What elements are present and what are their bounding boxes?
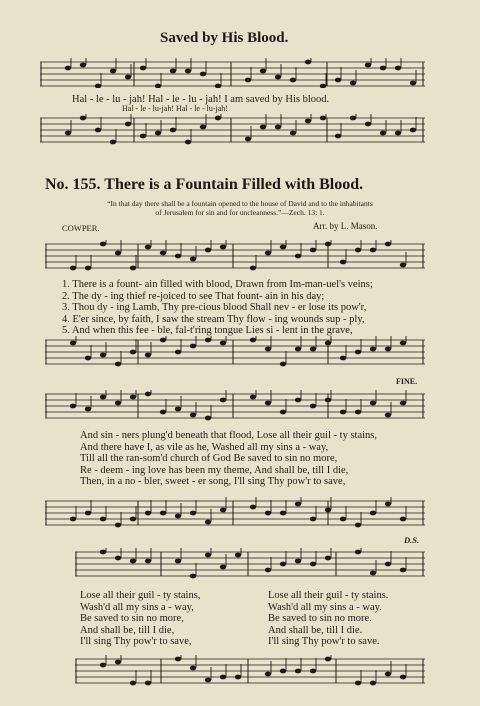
alto-lyric-line: Hal - le - lu-jah! Hal - le - lu-jah! [122,104,228,113]
note-head [250,505,256,510]
verse-line: I'll sing Thy pow'r to save. [268,636,380,647]
note-head [155,131,161,136]
epigraph-line: “In that day there shall be a fountain opened to the house of David and to the inhabitants [107,199,373,208]
note-head [365,63,371,68]
note-head [160,251,166,256]
note-head [350,81,356,86]
note-head [115,362,121,367]
note-head [145,245,151,250]
note-head [70,266,76,271]
note-head [385,242,391,247]
note-head [80,116,86,121]
note-head [305,60,311,65]
verse-block [268,590,388,648]
note-head [130,266,136,271]
note-head [325,398,331,403]
note-head [265,672,271,677]
note-head [260,125,266,130]
note-head [295,559,301,564]
note-head [160,338,166,343]
note-head [85,407,91,412]
note-head [305,119,311,124]
verse-block [80,590,200,648]
note-head [130,395,136,400]
verse-line: And shall be, till I die. [268,624,363,636]
note-head [205,520,211,525]
note-head [220,341,226,346]
note-head [340,517,346,522]
note-head [155,84,161,88]
note-head [325,508,331,513]
note-head [220,675,226,680]
note-head [115,251,121,256]
note-head [310,404,316,409]
note-head [355,350,361,355]
treble-staff [40,58,425,88]
note-head [265,511,271,516]
note-head [185,69,191,74]
note-head [245,137,251,142]
note-head [400,568,406,573]
note-head [145,392,151,397]
verse-line: Be saved to sin no more, [80,613,184,624]
note-head [215,84,221,88]
note-head [340,410,346,415]
note-head [170,128,176,133]
note-head [220,245,226,250]
note-head [280,245,286,250]
note-head [325,556,331,561]
note-head [190,344,196,349]
song-title: Saved by His Blood. [160,30,289,46]
note-head [340,260,346,265]
note-head [205,338,211,343]
treble-staff [45,390,425,424]
note-head [235,675,241,680]
note-head [145,511,151,516]
note-head [130,350,136,355]
note-head [340,356,346,361]
epigraph-line: of Jerusalem for sin and for uncleanness.”—Zech. 13: 1. [155,208,325,217]
note-head [355,410,361,415]
verse-line: Wash'd all my sins a - way, [80,601,194,613]
note-head [160,410,166,415]
note-head [110,69,116,74]
note-head [250,266,256,271]
note-head [335,78,341,83]
note-head [100,395,106,400]
note-head [395,66,401,71]
note-head [140,134,146,139]
note-head [85,511,91,516]
note-head [80,63,86,68]
note-head [220,398,226,403]
note-head [175,559,181,564]
note-head [170,69,176,74]
note-head [335,134,341,139]
note-head [125,75,131,80]
note-head [190,574,196,579]
note-head [205,553,211,558]
note-head [185,140,191,145]
note-head [385,347,391,352]
note-head [385,413,391,418]
note-head [400,675,406,680]
treble-staff [75,548,425,582]
note-head [205,678,211,683]
note-head [85,266,91,271]
note-head [325,341,331,346]
note-head [320,84,326,88]
author-credit: COWPER. [62,223,100,233]
note-head [160,511,166,516]
note-head [190,413,196,418]
verse-line: Till all the ran-som'd church of God Be saved to sin no more, [80,453,338,464]
note-head [190,257,196,262]
arranger-credit: Arr. by L. Mason. [313,221,378,231]
note-head [295,254,301,259]
verse-line: Be saved to sin no more. [268,613,372,624]
note-head [115,523,121,528]
note-head [115,660,121,665]
note-head [220,565,226,570]
note-head [290,78,296,83]
note-head [70,517,76,522]
note-head [355,681,361,686]
bass-staff [75,655,425,689]
note-head [245,78,251,83]
note-head [190,511,196,516]
note-head [265,401,271,406]
fine-marking: FINE. [396,377,418,386]
note-head [95,84,101,88]
note-head [385,502,391,507]
hymn-number-title: No. 155. There is a Fountain Filled with Blood. [45,176,364,193]
note-head [295,669,301,674]
note-head [280,511,286,516]
verse-block [80,430,377,488]
note-head [310,347,316,352]
note-head [295,347,301,352]
note-head [320,116,326,121]
verse-line: 3. Thou dy - ing Lamb, Thy pre-cious blood Shall nev - er lose its pow'r, [62,302,367,313]
epigraph [55,199,425,217]
note-head [385,562,391,567]
verse-line: 5. And when this fee - ble, fal-t'ring tongue Lies si - lent in the grave, [62,325,353,336]
note-head [215,116,221,121]
note-head [380,131,386,136]
note-head [280,669,286,674]
note-head [100,353,106,358]
note-head [370,248,376,253]
note-head [370,511,376,516]
note-head [65,66,71,71]
note-head [385,672,391,677]
note-head [265,251,271,256]
note-head [295,502,301,507]
note-head [130,559,136,564]
note-head [175,350,181,355]
note-head [100,663,106,668]
verse-line: I'll sing Thy pow'r to save, [80,636,192,647]
note-head [365,122,371,127]
note-head [115,556,121,561]
lyric-line: Hal - le - lu - jah! Hal - le - lu - jah! I am saved by His blood. [72,94,330,105]
note-head [325,242,331,247]
note-head [175,254,181,259]
note-head [200,125,206,130]
note-head [145,681,151,686]
verse-line: Wash'd all my sins a - way. [268,601,382,613]
note-head [125,122,131,127]
note-head [380,66,386,71]
note-head [250,395,256,400]
note-head [280,410,286,415]
note-head [355,523,361,528]
note-head [310,669,316,674]
note-head [400,401,406,406]
treble-staff [45,240,425,274]
note-head [175,514,181,519]
bass-staff [40,114,425,146]
note-head [95,128,101,133]
note-head [145,353,151,358]
note-head [400,517,406,522]
verse-block [62,279,373,337]
note-head [400,263,406,268]
note-head [395,131,401,136]
note-head [295,398,301,403]
note-head [260,69,266,74]
note-head [410,128,416,133]
note-head [200,72,206,77]
ds-marking: D.S. [404,535,420,545]
note-head [355,550,361,555]
note-head [220,508,226,513]
note-head [100,242,106,247]
note-head [280,562,286,567]
verse-line: And shall be, till I die, [80,624,175,636]
note-head [370,571,376,576]
note-head [190,666,196,671]
note-head [410,81,416,86]
verse-line: 1. There is a fount- ain filled with blood, Drawn from Im-man-uel's veins; [62,279,373,290]
note-head [175,657,181,662]
note-head [400,341,406,346]
note-head [65,131,71,136]
note-head [70,341,76,346]
note-head [140,66,146,71]
note-head [275,75,281,80]
bass-staff [45,336,425,370]
note-head [310,562,316,567]
note-head [310,248,316,253]
verse-line: 2. The dy - ing thief re-joiced to see That fount- ain in his day; [62,290,325,302]
note-head [145,559,151,564]
note-head [370,681,376,686]
note-head [280,362,286,367]
note-head [265,568,271,573]
bass-staff [45,497,425,531]
note-head [115,401,121,406]
verse-line: And sin - ners plung'd beneath that flood, Lose all their guil - ty stains, [80,430,378,441]
note-head [265,347,271,352]
note-head [70,404,76,409]
verse-line: Lose all their guil - ty stains, [80,590,201,601]
note-head [175,407,181,412]
note-head [85,356,91,361]
note-head [110,140,116,145]
verse-line: 4. E'er since, by faith, I saw the stream Thy flow - ing wounds sup - ply, [62,313,365,325]
note-head [350,116,356,121]
verse-line: Lose all their guil - ty stains. [268,590,389,601]
note-head [100,550,106,555]
note-head [310,517,316,522]
note-head [290,131,296,136]
verse-line: Then, in a no - bler, sweet - er song, I'll sing Thy pow'r to save, [80,476,346,487]
note-head [325,657,331,662]
note-head [250,338,256,343]
note-head [370,347,376,352]
note-head [205,248,211,253]
note-head [130,517,136,522]
note-head [130,681,136,686]
note-head [205,416,211,421]
verse-line: Re - deem - ing love has been my theme, And shall be, till I die, [80,464,349,476]
note-head [100,517,106,522]
note-head [235,553,241,558]
note-head [355,248,361,253]
note-head [370,401,376,406]
note-head [275,125,281,130]
verse-line: And there have I, as vile as he, Washed all my sins a - way, [80,441,329,453]
